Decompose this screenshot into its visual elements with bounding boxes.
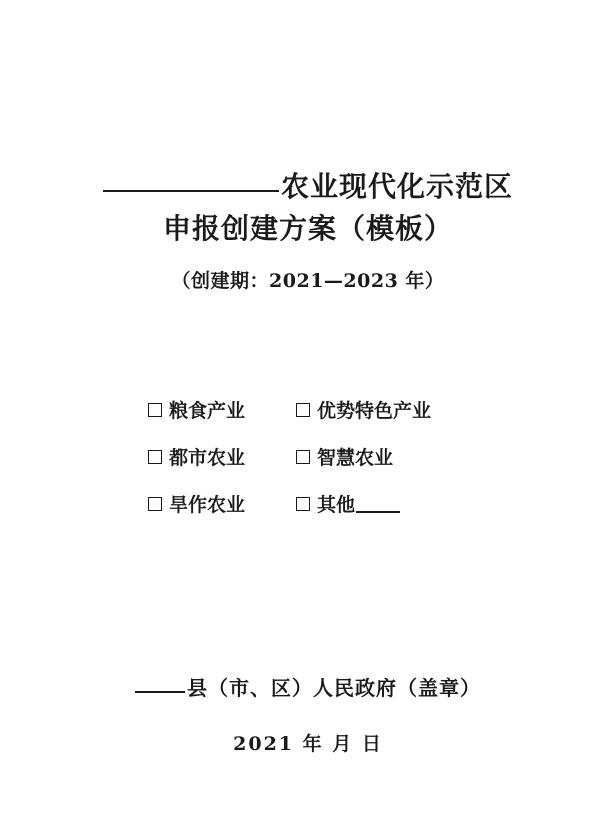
document-title-line-1 <box>0 168 616 204</box>
document-title-line-2: 申报创建方案（模板） <box>162 212 453 245</box>
county-fill-in-blank[interactable] <box>135 675 185 693</box>
checkbox-icon[interactable] <box>296 403 310 417</box>
checkbox-label: 智慧农业 <box>317 447 394 469</box>
checkbox-label: 其他 <box>317 494 356 516</box>
checkbox-label: 粮食产业 <box>169 400 246 422</box>
checkbox-label: 旱作农业 <box>169 494 246 516</box>
checkbox-label: 都市农业 <box>169 447 246 469</box>
checkbox-item-specialty[interactable] <box>296 396 431 423</box>
checkbox-row <box>148 490 478 517</box>
checkbox-label: 优势特色产业 <box>317 400 432 422</box>
footer-organization <box>0 672 616 701</box>
checkbox-item-other[interactable] <box>296 490 400 517</box>
checkbox-item-smart-agriculture[interactable] <box>296 443 393 470</box>
title-line-1-text: 农业现代化示范区 <box>280 170 513 203</box>
document-subtitle: （创建期：2021—2023 年） <box>171 269 445 292</box>
footer-date: 2021 年 月 日 <box>233 733 383 755</box>
checkbox-icon[interactable] <box>148 497 162 511</box>
checkbox-row <box>148 396 478 423</box>
title-block <box>0 168 616 293</box>
checkbox-icon[interactable] <box>296 497 310 511</box>
footer-organization-text: 县（市、区）人民政府（盖章） <box>187 676 481 700</box>
checkbox-item-dryland-agriculture[interactable] <box>148 490 296 517</box>
checkbox-icon[interactable] <box>148 403 162 417</box>
other-fill-in-blank[interactable] <box>356 495 400 513</box>
category-checkbox-group <box>148 396 478 537</box>
checkbox-icon[interactable] <box>296 450 310 464</box>
title-fill-in-blank[interactable] <box>103 168 279 192</box>
checkbox-row <box>148 443 478 470</box>
footer-block <box>0 672 616 756</box>
checkbox-item-grain[interactable] <box>148 396 296 423</box>
checkbox-item-urban-agriculture[interactable] <box>148 443 296 470</box>
checkbox-icon[interactable] <box>148 450 162 464</box>
